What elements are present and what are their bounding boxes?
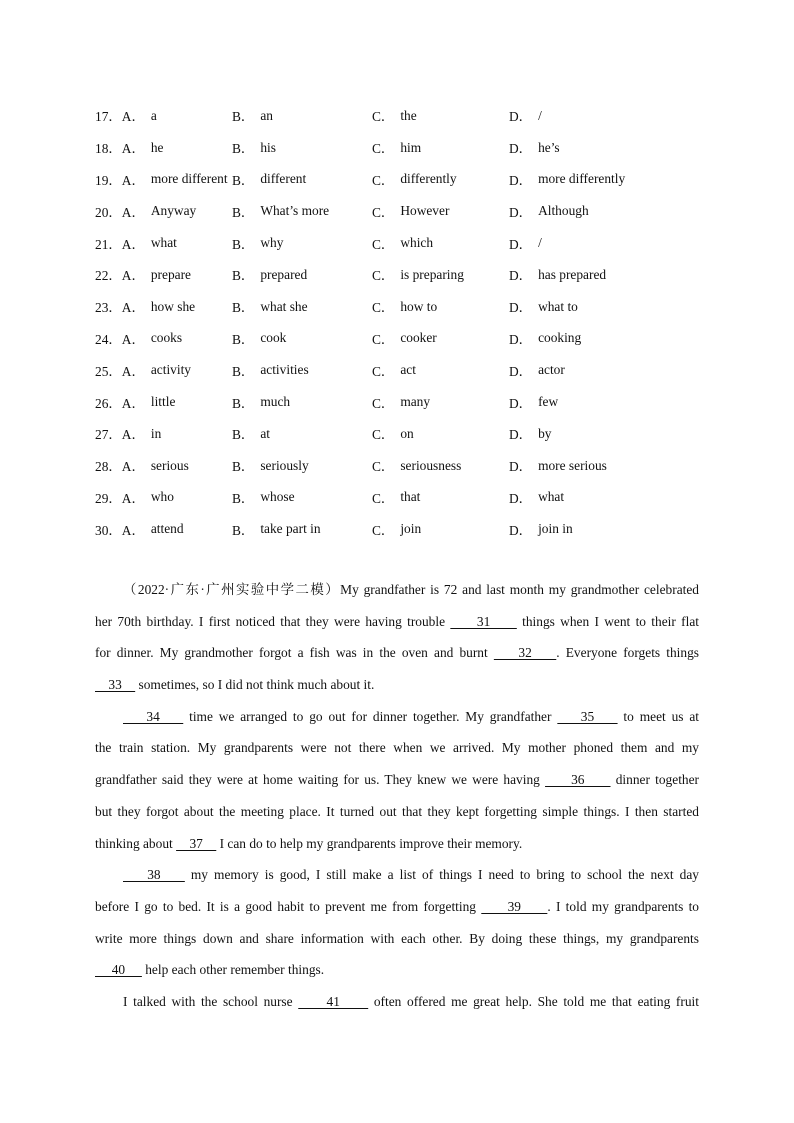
option-letter: C．: [372, 427, 395, 443]
question-number: 22．: [95, 268, 122, 284]
question-number: 21．: [95, 236, 122, 252]
option-letter: C．: [372, 522, 395, 538]
option-d: [509, 361, 689, 380]
option-d: [509, 202, 689, 221]
passage-text: her 70th birthday. I first noticed that they were having trouble: [95, 613, 451, 629]
question-row: [95, 418, 715, 450]
option-text: What’s more: [260, 203, 330, 219]
option-letter: A．: [121, 522, 145, 538]
option-text: in: [150, 425, 162, 441]
option-d: [509, 265, 689, 284]
option-letter: C．: [372, 172, 395, 188]
question-row: [95, 513, 715, 545]
answer-blank[interactable]: 34: [123, 708, 184, 724]
option-text: /: [538, 107, 542, 123]
answer-blank[interactable]: 38: [123, 867, 185, 883]
option-text: many: [400, 394, 431, 410]
passage-line: [95, 669, 699, 701]
passage-text: the train station. My grandparents were not there when we arrived. My mother phoned them and my: [95, 740, 699, 756]
option-text: more differently: [538, 171, 626, 187]
option-text: little: [150, 394, 176, 410]
question-number: 24．: [95, 331, 122, 347]
option-text: that: [400, 489, 421, 505]
question-row: [95, 450, 715, 482]
option-letter: C．: [372, 331, 395, 347]
option-letter: D．: [509, 172, 533, 188]
option-a: [95, 329, 232, 348]
option-letter: B．: [232, 459, 255, 475]
option-text: seriousness: [400, 457, 462, 473]
option-letter: B．: [232, 141, 255, 157]
option-letter: A．: [121, 204, 145, 220]
passage-text: . Everyone forgets things: [556, 645, 699, 661]
option-letter: B．: [232, 172, 255, 188]
option-d: [509, 234, 689, 253]
option-letter: C．: [372, 268, 395, 284]
option-d: [509, 488, 689, 507]
passage-line: [95, 606, 699, 638]
option-letter: A．: [121, 331, 145, 347]
option-letter: C．: [372, 236, 395, 252]
passage-line: [95, 764, 699, 796]
question-number: 28．: [95, 459, 122, 475]
option-c: [372, 456, 509, 475]
option-letter: A．: [121, 427, 145, 443]
question-row: [95, 354, 715, 386]
question-row: [95, 291, 715, 323]
passage-text: . I told my grandparents to: [547, 898, 699, 914]
passage-text: I talked with the school nurse: [123, 993, 299, 1009]
question-number: 29．: [95, 490, 122, 506]
option-d: [509, 424, 689, 443]
question-row: [95, 195, 715, 227]
option-letter: A．: [121, 172, 145, 188]
option-letter: C．: [372, 395, 395, 411]
answer-blank[interactable]: 39: [481, 898, 548, 914]
passage-line: [95, 796, 699, 828]
option-letter: A．: [121, 490, 145, 506]
option-letter: B．: [232, 395, 255, 411]
option-a: [95, 488, 232, 507]
passage-text: for dinner. My grandmother forgot a fish was in the oven and burnt: [95, 645, 494, 661]
option-letter: A．: [121, 300, 145, 316]
option-c: [372, 488, 509, 507]
option-a: [95, 297, 232, 316]
option-text: on: [400, 425, 414, 441]
passage-line: [95, 891, 699, 923]
option-text: more different: [150, 171, 228, 187]
option-c: [372, 106, 509, 125]
option-a: [95, 138, 232, 157]
option-letter: D．: [509, 522, 533, 538]
option-letter: B．: [232, 427, 255, 443]
option-text: However: [400, 203, 450, 219]
passage-text: help each other remember things.: [141, 962, 325, 978]
option-letter: D．: [509, 204, 533, 220]
question-number: 25．: [95, 363, 122, 379]
option-d: [509, 520, 689, 539]
option-text: much: [260, 394, 291, 410]
option-d: [509, 138, 689, 157]
option-letter: C．: [372, 141, 395, 157]
question-number: 20．: [95, 204, 122, 220]
option-letter: A．: [121, 236, 145, 252]
option-a: [95, 424, 232, 443]
option-letter: D．: [509, 363, 533, 379]
option-text: few: [538, 394, 559, 410]
option-text: the: [400, 107, 417, 123]
option-b: [232, 265, 372, 284]
answer-blank[interactable]: 31: [450, 613, 517, 629]
option-a: [95, 520, 232, 539]
passage-line: [95, 574, 699, 606]
option-text: more serious: [538, 457, 607, 473]
option-letter: A．: [121, 395, 145, 411]
option-b: [232, 488, 372, 507]
option-letter: B．: [232, 331, 255, 347]
option-c: [372, 297, 509, 316]
answer-blank[interactable]: 35: [557, 708, 618, 724]
passage-text: write more things down and share information with each other. By doing these things, my grandparents: [95, 930, 699, 946]
option-c: [372, 361, 509, 380]
option-letter: A．: [121, 141, 145, 157]
passage-line: [95, 923, 699, 955]
option-text: differently: [400, 171, 457, 187]
option-text: whose: [260, 489, 295, 505]
option-a: [95, 456, 232, 475]
passage-text: to meet us at: [617, 708, 700, 724]
passage-text: time we arranged to go out for dinner together. My grandfather: [183, 708, 558, 724]
passage-line: [95, 954, 699, 986]
answer-blank[interactable]: 36: [545, 772, 611, 788]
option-b: [232, 106, 372, 125]
option-text: take part in: [260, 521, 321, 537]
option-letter: D．: [509, 395, 533, 411]
answer-blank[interactable]: 41: [298, 993, 369, 1009]
option-letter: D．: [509, 268, 533, 284]
option-text: attend: [150, 521, 184, 537]
option-text: his: [260, 139, 276, 155]
question-number: 23．: [95, 300, 122, 316]
answer-blank[interactable]: 40: [95, 962, 142, 978]
option-b: [232, 202, 372, 221]
option-letter: B．: [232, 522, 255, 538]
option-letter: A．: [121, 268, 145, 284]
option-text: cook: [260, 330, 287, 346]
answer-blank[interactable]: 37: [176, 835, 217, 851]
option-text: cooking: [538, 330, 582, 346]
passage-text: thinking about: [95, 835, 177, 851]
passage-line: [95, 986, 699, 1018]
option-text: Anyway: [150, 203, 197, 219]
passage-line: [95, 701, 699, 733]
question-number: 18．: [95, 141, 122, 157]
question-row: [95, 259, 715, 291]
passage-text: things when I went to their flat: [516, 613, 699, 629]
option-b: [232, 297, 372, 316]
option-b: [232, 393, 372, 412]
option-a: [95, 265, 232, 284]
option-text: he’s: [538, 139, 560, 155]
option-a: [95, 234, 232, 253]
option-d: [509, 456, 689, 475]
answer-blank[interactable]: 33: [95, 677, 136, 693]
passage-line: [95, 732, 699, 764]
passage-text: grandfather said they were at home waiting for us. They knew we were having: [95, 772, 546, 788]
option-a: [95, 170, 232, 189]
option-text: is preparing: [400, 266, 464, 282]
option-a: [95, 393, 232, 412]
option-text: at: [260, 425, 270, 441]
option-a: [95, 361, 232, 380]
option-letter: C．: [372, 459, 395, 475]
option-letter: C．: [372, 300, 395, 316]
option-letter: B．: [232, 300, 255, 316]
answer-options: [95, 100, 715, 545]
option-text: join in: [538, 521, 573, 537]
question-number: 17．: [95, 109, 122, 125]
option-text: what she: [260, 298, 308, 314]
option-b: [232, 138, 372, 157]
option-d: [509, 329, 689, 348]
option-text: how she: [150, 298, 196, 314]
option-letter: D．: [509, 300, 533, 316]
question-row: [95, 164, 715, 196]
option-text: which: [400, 235, 434, 251]
option-letter: A．: [121, 363, 145, 379]
passage-line: [95, 828, 699, 860]
option-text: serious: [150, 457, 189, 473]
option-b: [232, 170, 372, 189]
option-text: Although: [538, 203, 589, 219]
passage-text: but they forgot about the meeting place. It turned out that they kept forgetting simple things. I then started: [95, 803, 699, 819]
option-letter: B．: [232, 363, 255, 379]
option-letter: C．: [372, 363, 395, 379]
option-letter: D．: [509, 141, 533, 157]
option-d: [509, 170, 689, 189]
option-text: act: [400, 362, 416, 378]
question-row: [95, 227, 715, 259]
option-b: [232, 424, 372, 443]
passage-text: my memory is good, I still make a list of things I need to bring to school the next day: [184, 867, 699, 883]
option-text: cooker: [400, 330, 437, 346]
option-text: prepared: [260, 266, 308, 282]
passage-text: I can do to help my grandparents improve their memory.: [216, 835, 523, 851]
option-c: [372, 520, 509, 539]
option-text: cooks: [150, 330, 183, 346]
option-letter: C．: [372, 490, 395, 506]
option-text: an: [260, 107, 273, 123]
option-c: [372, 138, 509, 157]
option-text: activity: [150, 362, 192, 378]
option-a: [95, 202, 232, 221]
option-letter: D．: [509, 236, 533, 252]
passage-text: often offered me great help. She told me that eating fruit: [368, 993, 699, 1009]
option-c: [372, 424, 509, 443]
option-letter: D．: [509, 427, 533, 443]
option-letter: C．: [372, 204, 395, 220]
option-b: [232, 361, 372, 380]
option-text: what: [150, 235, 177, 251]
option-text: prepare: [150, 266, 191, 282]
passage-line: [95, 637, 699, 669]
option-letter: D．: [509, 459, 533, 475]
option-d: [509, 393, 689, 412]
option-text: he: [150, 139, 164, 155]
passage-line: [95, 859, 699, 891]
question-number: 30．: [95, 522, 122, 538]
option-b: [232, 234, 372, 253]
option-text: how to: [400, 298, 438, 314]
option-text: /: [538, 235, 542, 251]
option-text: what to: [538, 298, 578, 314]
option-text: what: [538, 489, 565, 505]
option-letter: A．: [121, 459, 145, 475]
option-c: [372, 393, 509, 412]
option-letter: B．: [232, 204, 255, 220]
option-text: why: [260, 235, 284, 251]
passage-text: before I go to bed. It is a good habit to prevent me from forgetting: [95, 898, 482, 914]
option-letter: D．: [509, 109, 533, 125]
passage-text: dinner together: [610, 772, 700, 788]
option-c: [372, 202, 509, 221]
question-number: 19．: [95, 172, 122, 188]
option-letter: D．: [509, 331, 533, 347]
option-letter: B．: [232, 236, 255, 252]
option-letter: B．: [232, 490, 255, 506]
option-letter: B．: [232, 268, 255, 284]
cloze-passage: [95, 574, 699, 1018]
option-text: who: [150, 489, 174, 505]
question-row: [95, 132, 715, 164]
option-c: [372, 329, 509, 348]
question-row: [95, 323, 715, 355]
option-letter: D．: [509, 490, 533, 506]
passage-text: （2022·广东·广州实验中学二模）My grandfather is 72 and last month my grandmother celebrated: [123, 582, 699, 597]
option-c: [372, 234, 509, 253]
option-d: [509, 106, 689, 125]
option-text: join: [400, 521, 422, 537]
option-text: different: [260, 171, 307, 187]
option-text: has prepared: [538, 266, 607, 282]
option-text: by: [538, 425, 552, 441]
passage-text: sometimes, so I did not think much about it.: [135, 677, 375, 693]
option-text: activities: [260, 362, 309, 378]
question-row: [95, 482, 715, 514]
question-number: 27．: [95, 427, 122, 443]
option-letter: B．: [232, 109, 255, 125]
option-text: actor: [538, 362, 565, 378]
question-row: [95, 386, 715, 418]
option-a: [95, 106, 232, 125]
option-d: [509, 297, 689, 316]
option-c: [372, 265, 509, 284]
option-c: [372, 170, 509, 189]
question-row: [95, 100, 715, 132]
option-b: [232, 456, 372, 475]
option-letter: C．: [372, 109, 395, 125]
option-b: [232, 520, 372, 539]
option-letter: A．: [121, 109, 145, 125]
option-b: [232, 329, 372, 348]
answer-blank[interactable]: 32: [493, 645, 557, 661]
option-text: him: [400, 139, 422, 155]
option-text: a: [150, 107, 157, 123]
option-text: seriously: [260, 457, 309, 473]
question-number: 26．: [95, 395, 122, 411]
